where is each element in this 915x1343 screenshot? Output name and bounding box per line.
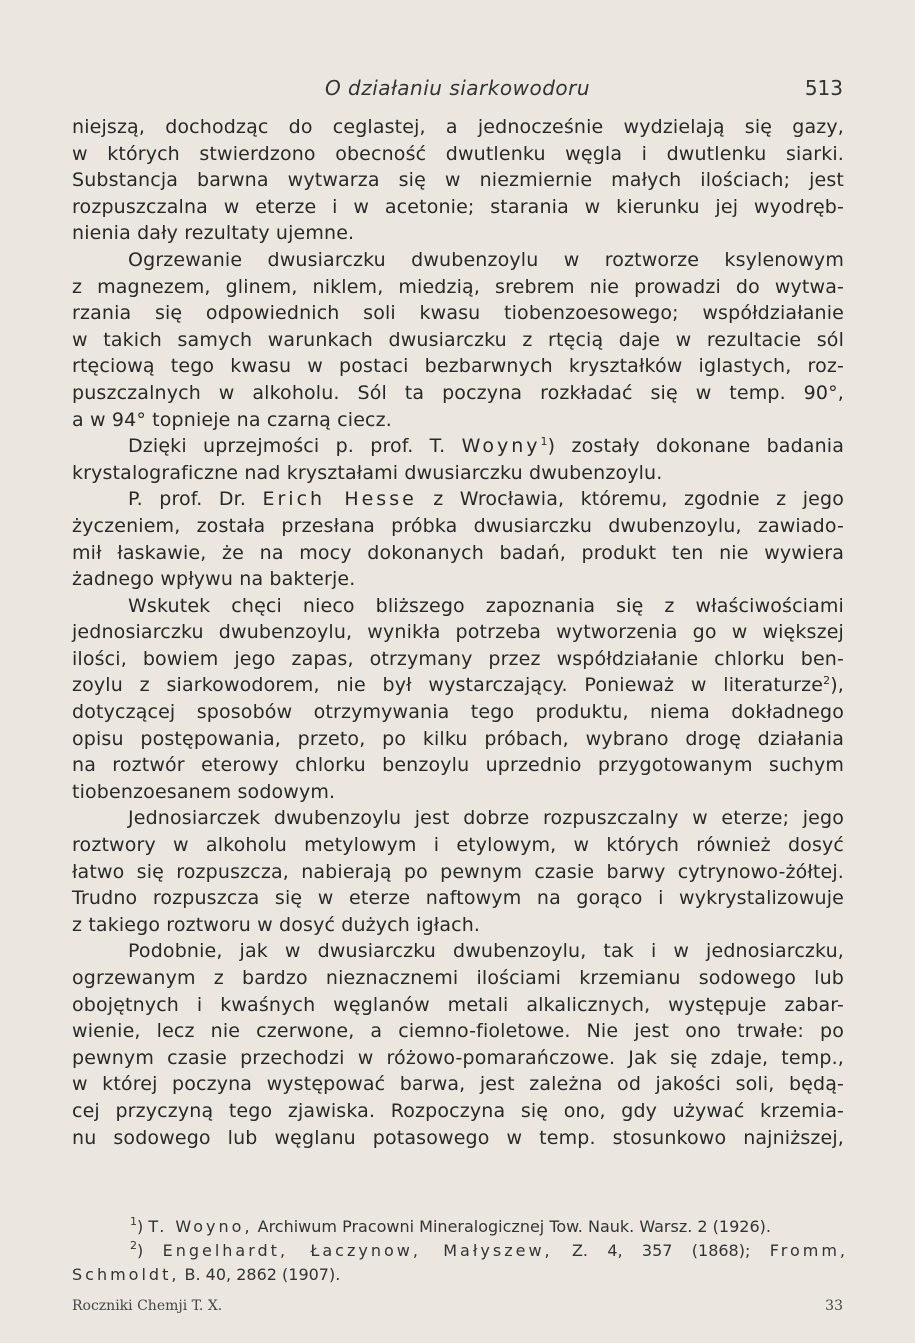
text-line: Wskutek chęci nieco bliższego zapoznania się z właściwościami: [128, 594, 844, 617]
text-fragment: P. prof. Dr.: [128, 488, 247, 511]
text-line: cej przyczyną tego zjawiska. Rozpoczyna się ono, gdy używać krzemia-: [72, 1099, 844, 1122]
text-line: z takiego roztworu w dosyć dużych igłach.: [72, 913, 481, 936]
footnote-1: $^1$) T. Woyno, Archiwum Pracowni Mineralogicznej Tow. Nauk. Warsz. 2 (1926).: [130, 1215, 771, 1236]
text-line: jednosiarczku dwubenzoylu, wynikła potrzeba wytworzenia go w większej: [72, 621, 844, 644]
footnote-text: Z. 4, 357 (1868);: [571, 1241, 751, 1260]
text-line: [72, 486, 844, 513]
footnote-author: Fromm,: [769, 1241, 849, 1260]
text-line: opisu postępowania, przeto, po kilku próbach, wybrano drogę działania: [72, 727, 844, 750]
text-line: dotyczącej sposobów otrzymywania tego produktu, niema dokładnego: [72, 701, 844, 724]
footnote-text: Archiwum Pracowni Mineralogicznej Tow. Nauk. Warsz. 2 (1926).: [257, 1217, 771, 1236]
text-line: rzania się odpowiednich soli kwasu tiobenzoesowego; współdziałanie: [72, 302, 844, 325]
page-header: [72, 76, 843, 106]
text-line: żadnego wpływu na bakterje.: [72, 568, 356, 591]
journal-title: Roczniki Chemji T. X.: [72, 1298, 223, 1314]
author-name: Woyny: [461, 435, 541, 458]
text-line: pewnym czasie przechodzi w różowo-pomarańczowe. Jak się zdaje, temp.,: [72, 1046, 844, 1069]
footnote-ref: 1: [540, 435, 548, 449]
footnote-author: Schmoldt,: [72, 1265, 180, 1284]
text-fragment: zoylu z siarkowodorem, nie był wystarczający. Ponieważ w literaturze: [72, 674, 824, 697]
running-title: O działaniu siarkowodoru: [324, 76, 591, 100]
text-line: w której poczyna występować barwa, jest zależna od jakości soli, będą-: [72, 1073, 844, 1096]
text-line: wienie, lecz nie czerwone, a ciemno-fioletowe. Nie jest ono trwałe: po: [72, 1020, 844, 1043]
text-line: krystalograficzne nad kryształami dwusiarczku dwubenzoylu.: [72, 461, 663, 484]
text-line: obojętnych i kwaśnych węglanów metali alkalicznych, występuje zabar-: [72, 993, 844, 1016]
text-line: z magnezem, glinem, niklem, miedzią, srebrem nie prowadzi do wytwa-: [72, 275, 844, 298]
text-line: a w 94° topnieje na czarną ciecz.: [72, 408, 392, 431]
text-fragment: ),: [830, 674, 844, 697]
footnote-ref: 2: [823, 674, 831, 688]
signature-mark: 33: [825, 1298, 843, 1314]
page-footer: [72, 1298, 843, 1322]
footnote-2: $^2$) Engelhardt, Łaczynow, Małyszew, Z. 4, 357 (1868); Fromm,: [130, 1239, 849, 1260]
text-line: roztwory w alkoholu metylowym i etylowym, w których również dosyć: [72, 834, 844, 857]
text-line: [72, 433, 844, 460]
text-line: w których stwierdzono obecność dwutlenku węgla i dwutlenku siarki.: [72, 142, 844, 165]
footnotes: [72, 1215, 848, 1287]
text-line: rtęciową tego kwasu w postaci bezbarwnych kryształków iglastych, roz-: [72, 355, 844, 378]
text-line: nu sodowego lub węglanu potasowego w temp. stosunkowo najniższej,: [72, 1126, 844, 1149]
footnote-text: B. 40, 2862 (1907).: [184, 1265, 341, 1284]
text-line: łatwo się rozpuszcza, nabierają po pewnym czasie barwy cytrynowo-żółtej.: [72, 860, 844, 883]
text-line: na roztwór eterowy chlorku benzoylu uprzednio przygotowanym suchym: [72, 754, 844, 777]
text-line: tiobenzoesanem sodowym.: [72, 780, 336, 803]
footnote-author: Engelhardt, Łaczynow, Małyszew,: [162, 1241, 553, 1260]
footnote-2-continued: [72, 1263, 848, 1287]
text-line: Trudno rozpuszcza się w eterze naftowym na gorąco i wykrystalizowuje: [72, 887, 844, 910]
footnote-mark: 1: [130, 1215, 137, 1228]
text-fragment: Dzięki uprzejmości p. prof. T.: [128, 435, 446, 458]
text-line: niejszą, dochodząc do ceglastej, a jednocześnie wydzielają się gazy,: [72, 116, 844, 138]
page-number: 513: [804, 76, 843, 100]
text-line: mił łaskawie, że na mocy dokonanych badań, produkt ten nie wywiera: [72, 541, 844, 564]
text-line: ilości, bowiem jego zapas, otrzymany przez współdziałanie chlorku ben-: [72, 647, 844, 670]
text-fragment: ) zostały dokonane badania: [547, 435, 844, 458]
footnote-author: T. Woyno,: [148, 1217, 253, 1236]
author-name: Erich Hesse: [262, 488, 417, 511]
text-line: puszczalnych w alkoholu. Sól ta poczyna rozkładać się w temp. 90°,: [72, 381, 844, 404]
footnote-mark: 2: [130, 1239, 137, 1252]
text-line: rozpuszczalna w eterze i w acetonie; starania w kierunku jej wyodręb-: [72, 195, 844, 218]
body-text: [72, 114, 844, 1151]
text-line: życzeniem, została przesłana próbka dwusiarczku dwubenzoylu, zawiado-: [72, 514, 844, 537]
text-line: Jednosiarczek dwubenzoylu jest dobrze rozpuszczalny w eterze; jego: [128, 807, 844, 830]
text-fragment: z Wrocławia, któremu, zgodnie z jego: [433, 488, 844, 511]
text-line: Ogrzewanie dwusiarczku dwubenzoylu w roztworze ksylenowym: [128, 248, 844, 271]
text-line: w takich samych warunkach dwusiarczku z rtęcią daje w rezultacie sól: [72, 328, 844, 351]
text-line: Substancja barwna wytwarza się w niezmiernie małych ilościach; jest: [72, 169, 844, 192]
text-line: nienia dały rezultaty ujemne.: [72, 222, 355, 245]
text-line: [72, 672, 844, 699]
text-line: Podobnie, jak w dwusiarczku dwubenzoylu, tak i w jednosiarczku,: [128, 940, 844, 963]
text-line: ogrzewanym z bardzo nieznacznemi ilościami krzemianu sodowego lub: [72, 967, 844, 989]
